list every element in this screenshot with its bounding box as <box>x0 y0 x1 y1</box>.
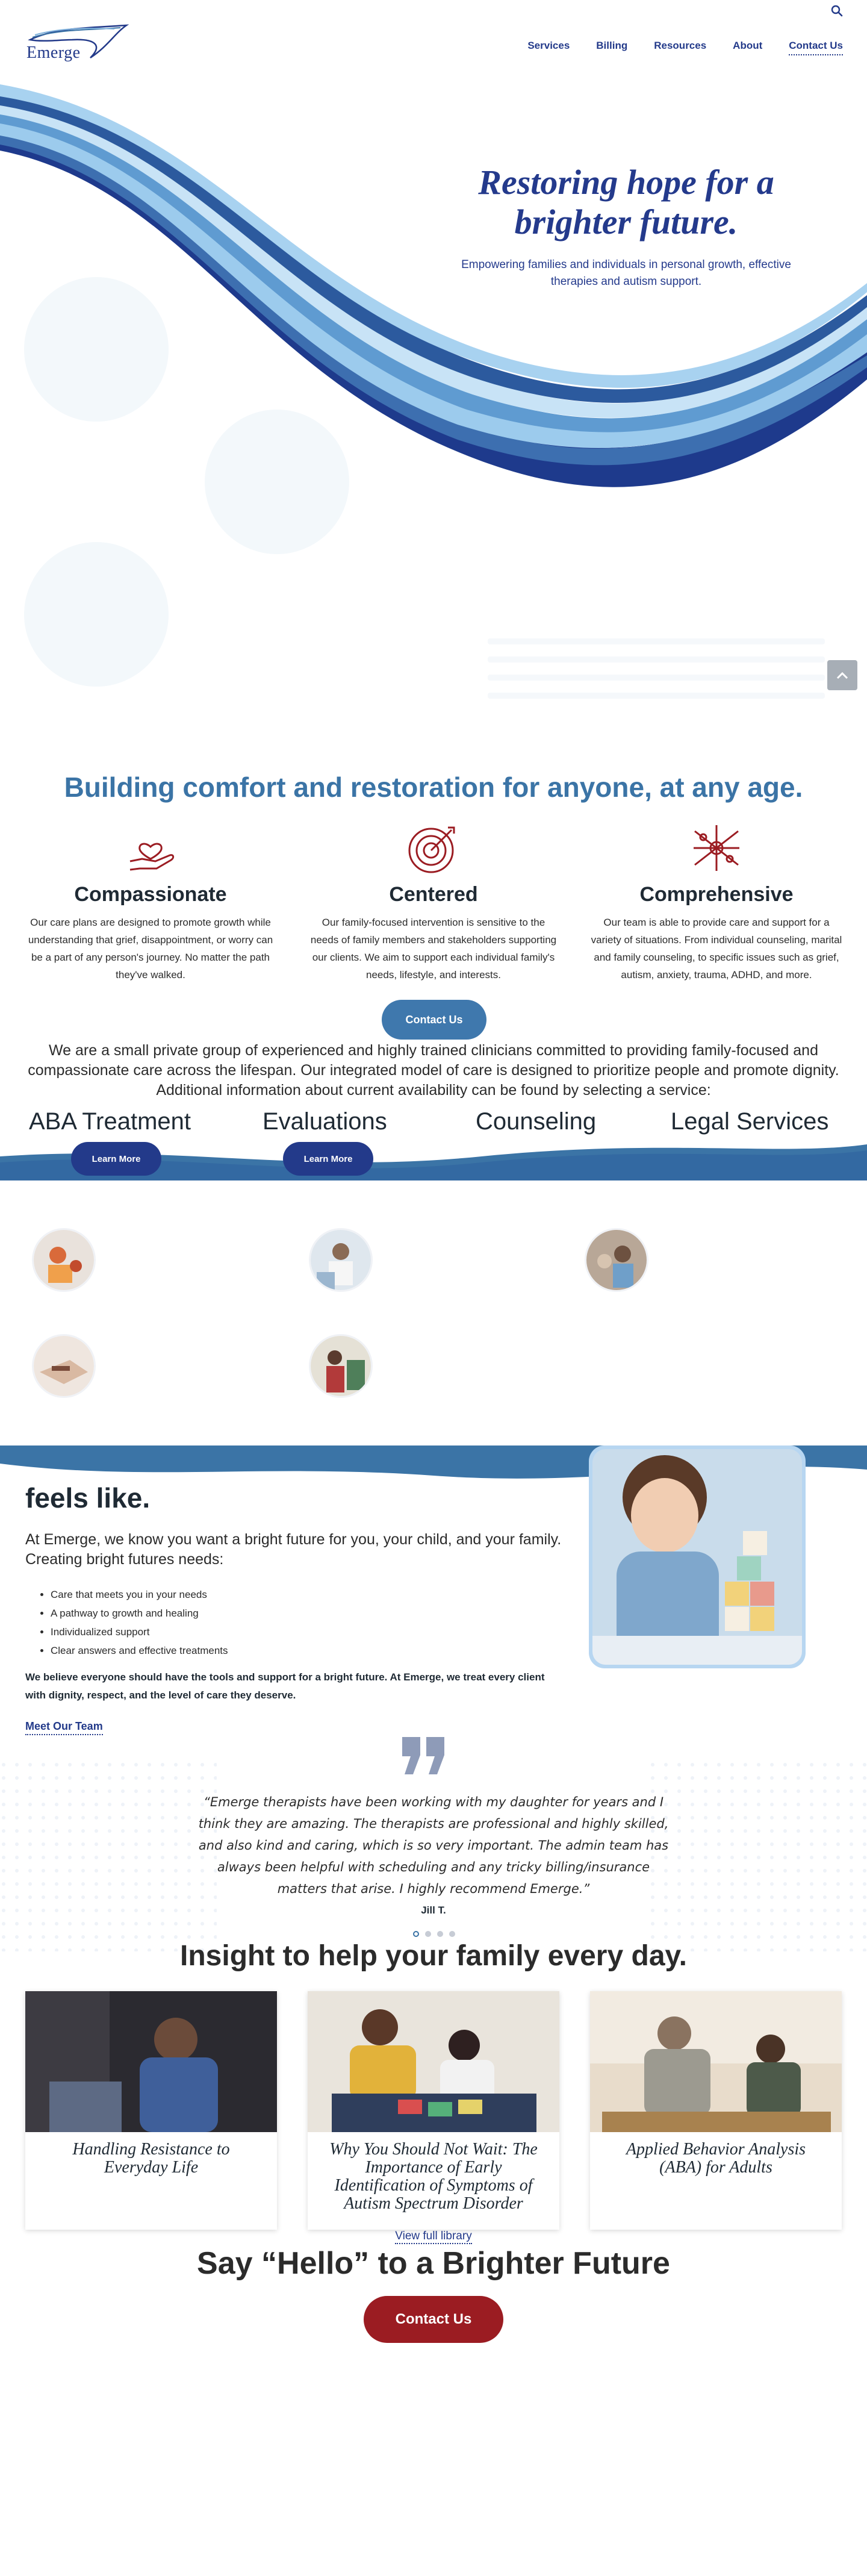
article-image <box>590 1991 842 2132</box>
service-title-evaluations[interactable]: Evaluations <box>263 1108 387 1135</box>
thumbnail-image[interactable] <box>311 1336 371 1396</box>
network-icon <box>688 819 745 877</box>
feature-text: Our care plans are designed to promote growth while understanding that grief, disappointment, or worry can be a part of any person's journey. No matter the path they've walked. <box>28 917 273 981</box>
site-header <box>0 0 867 78</box>
contact-us-button[interactable]: Contact Us <box>382 1000 486 1040</box>
service-title-legal[interactable]: Legal Services <box>671 1108 829 1135</box>
cta-contact-us-button[interactable]: Contact Us <box>364 2296 503 2343</box>
ghost-text-lines <box>488 638 825 711</box>
bright-future-lead: At Emerge, we know you want a bright future for you, your child, and your family. Creating bright futures needs: <box>25 1531 562 1568</box>
service-title-counseling[interactable]: Counseling <box>476 1108 597 1135</box>
hero-section <box>0 78 867 723</box>
chevron-up-icon <box>836 671 848 679</box>
nav-item-contact-us[interactable]: Contact Us <box>789 40 843 55</box>
feature-title: Compassionate <box>74 883 227 906</box>
ghost-circle <box>24 542 169 687</box>
meet-our-team-link[interactable]: Meet Our Team <box>25 1720 103 1735</box>
article-image <box>308 1991 559 2132</box>
nav-item-about[interactable]: About <box>733 40 763 51</box>
nav-item-resources[interactable]: Resources <box>654 40 707 51</box>
article-title[interactable]: Why You Should Not Wait: The Importance of Early Identification of Symptoms of Autism Spectrum Disorder <box>329 2140 538 2213</box>
article-title[interactable]: Applied Behavior Analysis (ABA) for Adults <box>626 2140 806 2177</box>
view-full-library-link[interactable]: View full library <box>395 2230 471 2244</box>
target-icon <box>405 819 462 877</box>
feature-centered <box>307 819 560 984</box>
scroll-to-top-button[interactable] <box>827 660 857 690</box>
carousel-dots <box>413 1931 455 1937</box>
feature-text: Our family-focused intervention is sensitive to the needs of family members and stakeholders supporting our clients. We aim to support each individual family's needs, lifestyle, and interests. <box>310 917 557 981</box>
thumbnail-image[interactable] <box>34 1336 94 1396</box>
carousel-dot[interactable] <box>425 1931 431 1937</box>
features-heading: Building comfort and restoration for anyone, at any age. <box>64 772 803 803</box>
learn-more-evaluations-button[interactable]: Learn More <box>283 1142 373 1176</box>
article-image <box>25 1991 277 2132</box>
bright-future-statement: We believe everyone should have the tools and support for a bright future. At Emerge, we treat every client with dignity, respect, and the level of care they deserve. <box>25 1671 545 1701</box>
insights-heading: Insight to help your family every day. <box>180 1940 687 1972</box>
view-library-container <box>0 2230 867 2243</box>
thumbnail-image[interactable] <box>311 1230 371 1290</box>
article-card[interactable] <box>590 1991 842 2230</box>
carousel-dot[interactable] <box>449 1931 455 1937</box>
feature-text: Our team is able to provide care and support for a variety of situations. From individual counseling, marital and family counseling, to specific issues such as grief, autism, anxiety, trauma, ADHD, and more. <box>591 917 842 981</box>
article-title[interactable]: Handling Resistance to Everyday Life <box>72 2140 230 2177</box>
article-card[interactable] <box>25 1991 277 2230</box>
cta-heading: Say “Hello” to a Brighter Future <box>197 2246 670 2281</box>
service-title-aba[interactable]: ABA Treatment <box>29 1108 191 1135</box>
list-item: • Care that meets you in your needs <box>51 1585 228 1604</box>
testimonial-quote: “Emerge therapists have been working with my daughter for years and I think they are amazing. The therapists are professional and highly skilled, and also kind and caring, which is so very important. The admin team has always been helpful with scheduling and any tricky billing/insurance matters that arise. I highly recommend Emerge.” <box>198 1795 669 1896</box>
search-icon[interactable] <box>831 5 843 17</box>
hero-wave-graphic <box>0 78 867 536</box>
heart-hand-icon <box>122 819 179 877</box>
thumbnail-image[interactable] <box>34 1230 94 1290</box>
logo-wordmark[interactable]: Emerge <box>26 43 81 62</box>
hero-title: Restoring hope for a brighter future. <box>478 163 774 242</box>
carousel-dot[interactable] <box>437 1931 443 1937</box>
main-nav <box>527 40 843 55</box>
list-item: • A pathway to growth and healing <box>51 1604 228 1623</box>
feature-compassionate <box>24 819 277 984</box>
needs-list <box>51 1585 228 1660</box>
nav-item-billing[interactable]: Billing <box>596 40 628 51</box>
quote-icon <box>400 1735 448 1777</box>
feature-title: Centered <box>389 883 478 906</box>
testimonial-author: Jill T. <box>421 1904 446 1916</box>
list-item: • Individualized support <box>51 1623 228 1641</box>
feature-title: Comprehensive <box>639 883 794 906</box>
article-card[interactable] <box>308 1991 559 2230</box>
learn-more-aba-button[interactable]: Learn More <box>71 1142 161 1176</box>
boy-with-blocks-image <box>589 1445 806 1668</box>
hero-subtitle: Empowering families and individuals in personal growth, effective therapies and autism support. <box>461 258 791 288</box>
list-item: • Clear answers and effective treatments <box>51 1641 228 1660</box>
feature-comprehensive <box>590 819 843 984</box>
carousel-dot[interactable] <box>413 1931 419 1937</box>
thumbnail-image[interactable] <box>586 1230 647 1290</box>
bright-future-title: feels like. <box>25 1482 151 1514</box>
intro-paragraph: We are a small private group of experienced and highly trained clinicians committed to providing family-focused and compassionate care across the lifespan. Our integrated model of care is designed to prioritize people and promote dignity. Additional information about current availability can be found by selecting a service: <box>28 1042 839 1099</box>
nav-item-services[interactable]: Services <box>527 40 570 51</box>
